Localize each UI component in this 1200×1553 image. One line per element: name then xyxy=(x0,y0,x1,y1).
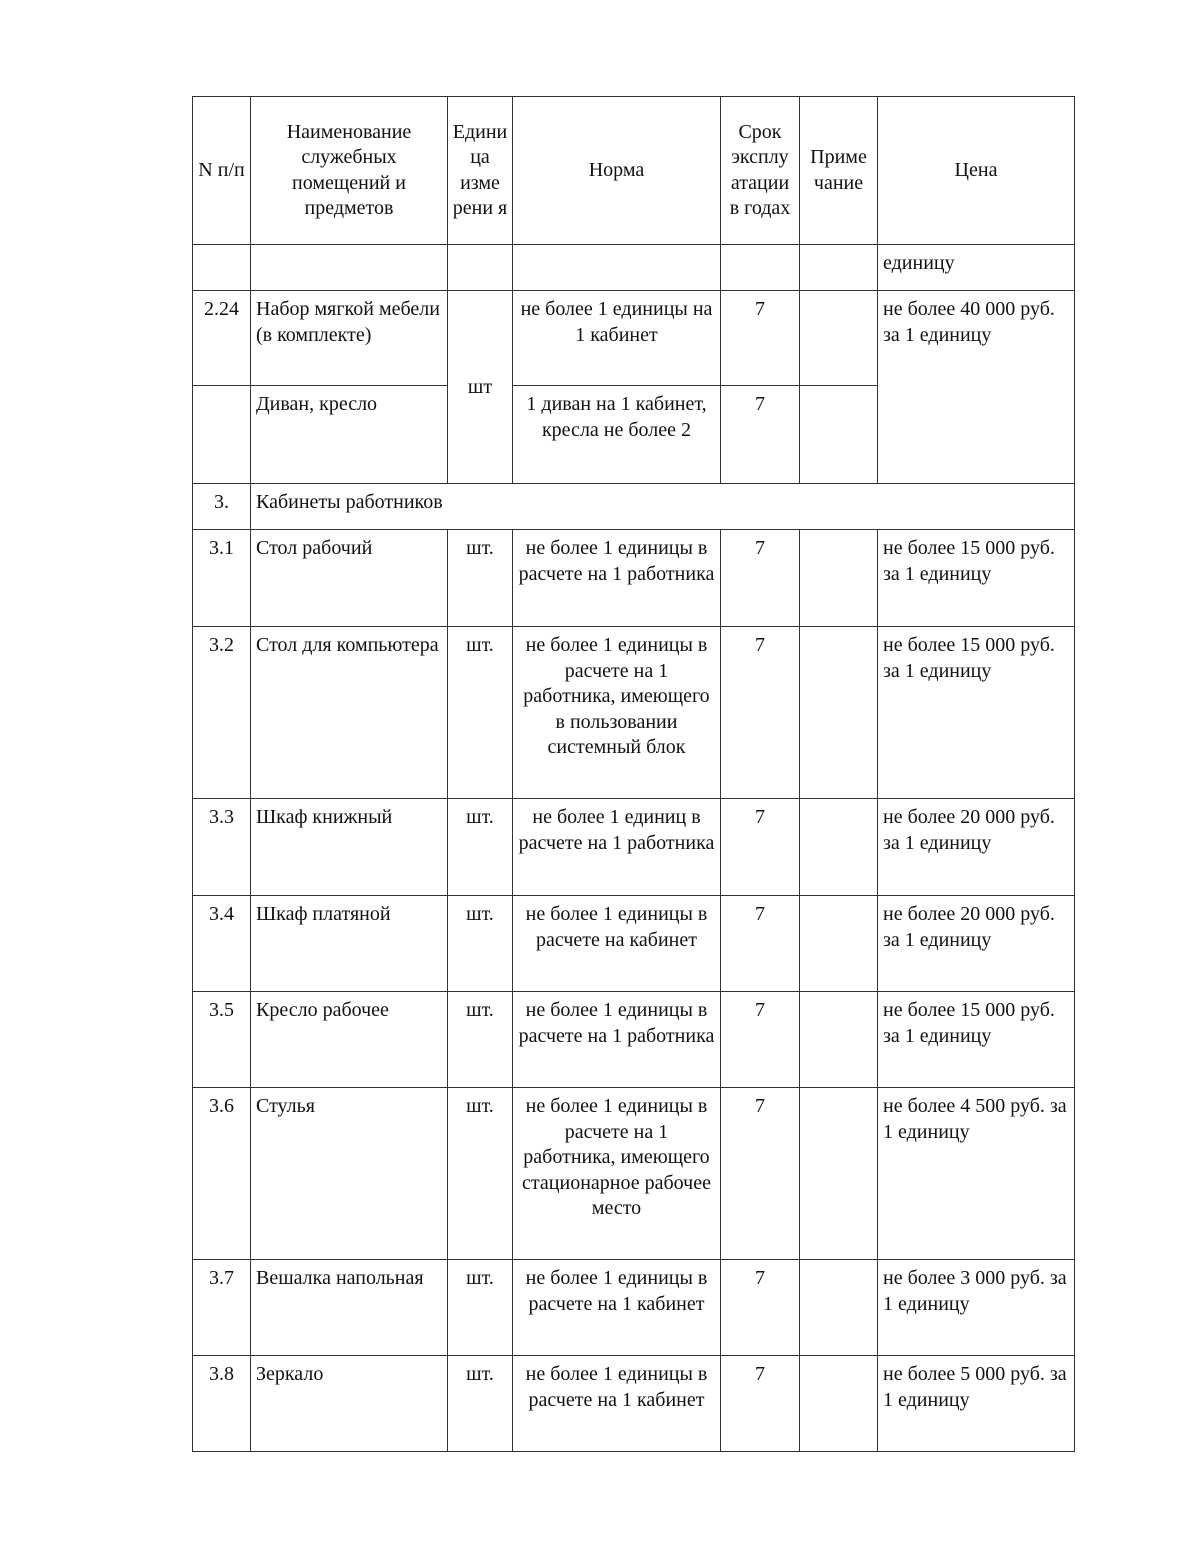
cont-price: единицу xyxy=(878,245,1075,291)
table-row xyxy=(193,896,1075,992)
row-name: Зеркало xyxy=(251,1356,448,1452)
row-norm: не более 1 единицы в расчете на 1 работника, имеющего в пользовании системный блок xyxy=(513,627,721,799)
row-norm: не более 1 единицы на 1 кабинет xyxy=(513,291,721,386)
row-unit: шт. xyxy=(448,896,513,992)
row-num: 3.5 xyxy=(193,992,251,1088)
row-num: 3.1 xyxy=(193,530,251,627)
row-term: 7 xyxy=(721,530,800,627)
row-note xyxy=(800,1260,878,1356)
row-note xyxy=(800,1088,878,1260)
row-price: не более 40 000 руб. за 1 единицу xyxy=(878,291,1075,484)
row-norm: не более 1 единиц в расчете на 1 работника xyxy=(513,799,721,896)
row-note xyxy=(800,530,878,627)
row-price: не более 15 000 руб. за 1 единицу xyxy=(878,530,1075,627)
row-num: 3.4 xyxy=(193,896,251,992)
row-num: 3.3 xyxy=(193,799,251,896)
row-note xyxy=(800,896,878,992)
row-num: 2.24 xyxy=(193,291,251,386)
row-norm: не более 1 единицы в расчете на 1 кабинет xyxy=(513,1356,721,1452)
header-unit: Едини ца изме рени я xyxy=(448,97,513,245)
row-norm: не более 1 единицы в расчете на 1 работника xyxy=(513,530,721,627)
table-row xyxy=(193,1088,1075,1260)
row-term: 7 xyxy=(721,627,800,799)
row-num: 3.8 xyxy=(193,1356,251,1452)
row-price: не более 15 000 руб. за 1 единицу xyxy=(878,627,1075,799)
table-row xyxy=(193,799,1075,896)
continuation-row xyxy=(193,245,1075,291)
header-name: Наименование служебных помещений и предметов xyxy=(251,97,448,245)
row-price: не более 4 500 руб. за 1 единицу xyxy=(878,1088,1075,1260)
row-num: 3.6 xyxy=(193,1088,251,1260)
row-norm: не более 1 единицы в расчете на кабинет xyxy=(513,896,721,992)
row-norm: не более 1 единицы в расчете на 1 работника, имеющего стационарное рабочее место xyxy=(513,1088,721,1260)
table-row xyxy=(193,1260,1075,1356)
table-row xyxy=(193,291,1075,386)
row-note xyxy=(800,1356,878,1452)
row-price: не более 3 000 руб. за 1 единицу xyxy=(878,1260,1075,1356)
table-row xyxy=(193,992,1075,1088)
row-name: Стол для компьютера xyxy=(251,627,448,799)
row-note xyxy=(800,799,878,896)
row-unit: шт. xyxy=(448,1088,513,1260)
header-norm: Норма xyxy=(513,97,721,245)
row-term: 7 xyxy=(721,896,800,992)
row-price: не более 20 000 руб. за 1 единицу xyxy=(878,896,1075,992)
row-note xyxy=(800,291,878,386)
row-unit: шт. xyxy=(448,530,513,627)
subrow-name: Диван, кресло xyxy=(251,386,448,484)
row-term: 7 xyxy=(721,1356,800,1452)
row-term: 7 xyxy=(721,799,800,896)
section-num: 3. xyxy=(193,484,251,530)
table-row xyxy=(193,627,1075,799)
row-unit: шт xyxy=(448,291,513,484)
row-unit: шт. xyxy=(448,1260,513,1356)
row-term: 7 xyxy=(721,1260,800,1356)
header-num: N п/п xyxy=(193,97,251,245)
row-price: не более 20 000 руб. за 1 единицу xyxy=(878,799,1075,896)
norms-table xyxy=(192,96,1075,1452)
row-name: Вешалка напольная xyxy=(251,1260,448,1356)
header-term: Срок эксплу атации в годах xyxy=(721,97,800,245)
row-name: Шкаф платяной xyxy=(251,896,448,992)
row-term: 7 xyxy=(721,992,800,1088)
row-name: Шкаф книжный xyxy=(251,799,448,896)
header-price: Цена xyxy=(878,97,1075,245)
row-term: 7 xyxy=(721,291,800,386)
row-note xyxy=(800,627,878,799)
row-norm: не более 1 единицы в расчете на 1 кабинет xyxy=(513,1260,721,1356)
row-price: не более 5 000 руб. за 1 единицу xyxy=(878,1356,1075,1452)
subrow-norm: 1 диван на 1 кабинет, кресла не более 2 xyxy=(513,386,721,484)
table-header-row xyxy=(193,97,1075,245)
row-note xyxy=(800,992,878,1088)
subrow-term: 7 xyxy=(721,386,800,484)
row-unit: шт. xyxy=(448,1356,513,1452)
row-name: Кресло рабочее xyxy=(251,992,448,1088)
row-norm: не более 1 единицы в расчете на 1 работника xyxy=(513,992,721,1088)
table-row xyxy=(193,530,1075,627)
row-unit: шт. xyxy=(448,992,513,1088)
row-price: не более 15 000 руб. за 1 единицу xyxy=(878,992,1075,1088)
row-num: 3.2 xyxy=(193,627,251,799)
section-title: Кабинеты работников xyxy=(251,484,1075,530)
row-name: Стулья xyxy=(251,1088,448,1260)
row-unit: шт. xyxy=(448,799,513,896)
row-term: 7 xyxy=(721,1088,800,1260)
table-row xyxy=(193,1356,1075,1452)
row-num: 3.7 xyxy=(193,1260,251,1356)
row-name: Набор мягкой мебели (в комплекте) xyxy=(251,291,448,386)
section-row xyxy=(193,484,1075,530)
header-note: Приме чание xyxy=(800,97,878,245)
row-unit: шт. xyxy=(448,627,513,799)
row-name: Стол рабочий xyxy=(251,530,448,627)
